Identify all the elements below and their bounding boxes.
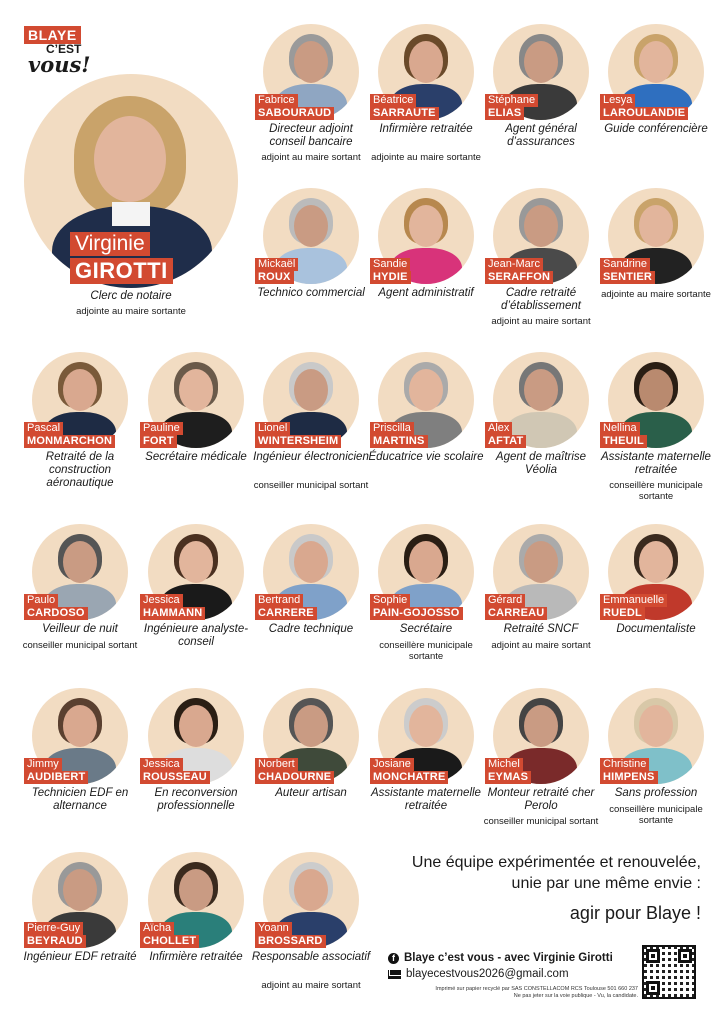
- member-job: Assistante maternelle retraitée: [601, 451, 711, 476]
- member-job: Responsable associatif: [251, 951, 371, 963]
- member-first-name: Nellina: [600, 422, 640, 435]
- campaign-logo: [24, 26, 108, 78]
- member-card: [255, 352, 367, 522]
- member-role: adjoint au maire sortant: [261, 980, 361, 991]
- member-first-name: Pierre-Guy: [24, 922, 83, 935]
- member-job: Infirmière retraitée: [379, 123, 473, 135]
- member-role: conseiller municipal sortant: [253, 480, 369, 491]
- member-job: Documentaliste: [616, 623, 696, 635]
- member-job: Cadre technique: [268, 623, 354, 635]
- member-job: Ingénieur EDF retraité: [23, 951, 137, 963]
- member-first-name: Lionel: [255, 422, 290, 435]
- legal-line1: Imprimé sur papier recyclé par SAS CONSTELLACOM RCS Toulouse 501 660 237: [435, 986, 638, 992]
- member-job: Monteur retraité cher Perolo: [487, 787, 595, 812]
- member-first-name: Jessica: [140, 758, 183, 771]
- member-first-name: Sophie: [370, 594, 410, 607]
- member-role: conseillère municipale sortante: [379, 640, 473, 662]
- member-card: [370, 24, 482, 194]
- member-last-name: SARRAUTE: [370, 107, 439, 120]
- member-job: Technicien EDF en alternance: [31, 787, 129, 812]
- member-last-name: MARTINS: [370, 435, 428, 448]
- member-card: [485, 352, 597, 522]
- member-last-name: LAROULANDIE: [600, 107, 688, 120]
- member-card: [370, 688, 482, 858]
- member-role: adjoint au maire sortant: [491, 316, 591, 327]
- member-last-name: AUDIBERT: [24, 771, 88, 784]
- member-job: Infirmière retraitée: [149, 951, 243, 963]
- member-last-name: HYDIE: [370, 271, 411, 284]
- facebook-contact[interactable]: [388, 950, 638, 966]
- member-first-name: Aïcha: [140, 922, 174, 935]
- member-card: [485, 24, 597, 194]
- tagline-line1: Une équipe expérimentée et renouvelée,: [411, 854, 701, 871]
- member-card: [370, 352, 482, 522]
- member-last-name: CHOLLET: [140, 935, 199, 948]
- member-first-name: Stéphane: [485, 94, 538, 107]
- member-job: Secrétaire: [399, 623, 453, 635]
- member-first-name: Bertrand: [255, 594, 303, 607]
- member-last-name: BEYRAUD: [24, 935, 86, 948]
- facebook-icon: f: [388, 953, 399, 964]
- member-last-name: THEUIL: [600, 435, 647, 448]
- member-card: [600, 524, 712, 694]
- member-last-name: MONMARCHON: [24, 435, 115, 448]
- member-job: Cadre retraité d’établissement: [501, 287, 581, 312]
- member-role: conseillère municipale sortante: [609, 480, 703, 502]
- member-first-name: Emmanuelle: [600, 594, 667, 607]
- tagline-line2: unie par une même envie :: [511, 875, 701, 892]
- member-card: [24, 688, 136, 858]
- member-card: [140, 352, 252, 522]
- member-card: [600, 188, 712, 358]
- member-card: [485, 188, 597, 358]
- contacts: [388, 950, 638, 982]
- member-card: [600, 24, 712, 194]
- member-first-name: Pascal: [24, 422, 63, 435]
- member-last-name: WINTERSHEIM: [255, 435, 341, 448]
- member-role: conseillère municipale sortante: [609, 804, 703, 826]
- member-card: [140, 688, 252, 858]
- member-role: adjoint au maire sortant: [261, 152, 361, 163]
- member-last-name: AFTAT: [485, 435, 526, 448]
- member-card: [600, 352, 712, 522]
- member-last-name: ROUX: [255, 271, 294, 284]
- member-role: conseiller municipal sortant: [483, 816, 599, 827]
- logo-blaye: BLAYE: [24, 26, 81, 44]
- member-first-name: Jimmy: [24, 758, 62, 771]
- member-job: Directeur adjoint conseil bancaire: [269, 123, 353, 148]
- member-last-name: PAIN-GOJOSSO: [370, 607, 463, 620]
- member-last-name: HIMPENS: [600, 771, 658, 784]
- member-card: [255, 688, 367, 858]
- member-first-name: Béatrice: [370, 94, 416, 107]
- member-job: Agent général d’assurances: [505, 123, 577, 148]
- logo-cest: C’EST: [46, 42, 82, 56]
- member-first-name: Norbert: [255, 758, 298, 771]
- qr-code-icon[interactable]: [642, 945, 696, 999]
- legal-notice: [388, 986, 638, 1000]
- member-last-name: SABOURAUD: [255, 107, 334, 120]
- member-job: Ingénieure analyste-conseil: [143, 623, 249, 648]
- member-first-name: Sandrine: [600, 258, 650, 271]
- member-first-name: Jean-Marc: [485, 258, 543, 271]
- member-job: Agent de maîtrise Véolia: [495, 451, 587, 476]
- member-last-name: HAMMANN: [140, 607, 205, 620]
- member-job: Secrétaire médicale: [145, 451, 247, 463]
- member-card: [251, 852, 371, 1022]
- member-last-name: FORT: [140, 435, 177, 448]
- member-first-name: Pauline: [140, 422, 183, 435]
- member-job: Veilleur de nuit: [42, 623, 118, 635]
- member-job: Retraité SNCF: [503, 623, 579, 635]
- member-card: [255, 24, 367, 194]
- member-last-name: CARREAU: [485, 607, 547, 620]
- legal-line2: Ne pas jeter sur la voie publique - Vu, la candidate.: [513, 993, 638, 999]
- email-label: blayecestvous2026@gmail.com: [406, 968, 569, 980]
- member-first-name: Christine: [600, 758, 649, 771]
- member-last-name: ROUSSEAU: [140, 771, 210, 784]
- member-first-name: Mickaël: [255, 258, 298, 271]
- member-role: adjointe au maire sortante: [601, 289, 711, 300]
- member-last-name: SERAFFON: [485, 271, 553, 284]
- member-card: [24, 352, 136, 522]
- lead-role: adjointe au maire sortante: [76, 306, 186, 317]
- member-job: En reconversion professionnelle: [154, 787, 238, 812]
- member-card: [485, 524, 597, 694]
- member-first-name: Yoann: [255, 922, 292, 935]
- member-job: Éducatrice vie scolaire: [368, 451, 484, 463]
- member-role: adjointe au maire sortante: [371, 152, 481, 163]
- lead-job: Clerc de notaire: [90, 290, 172, 302]
- member-job: Auteur artisan: [275, 787, 347, 799]
- member-card: [24, 852, 136, 1022]
- member-job: Retraité de la construction aéronautique: [45, 451, 115, 489]
- member-job: Guide conférencière: [604, 123, 708, 135]
- lead-first-name: Virginie: [70, 232, 150, 256]
- member-card: [485, 688, 597, 858]
- member-last-name: CHADOURNE: [255, 771, 334, 784]
- member-card: [140, 852, 252, 1022]
- member-job: Agent administratif: [378, 287, 474, 299]
- member-first-name: Gérard: [485, 594, 525, 607]
- member-last-name: CARRERE: [255, 607, 317, 620]
- member-card: [370, 524, 482, 694]
- member-card: [24, 524, 136, 694]
- tagline: [385, 852, 701, 926]
- member-last-name: RUEDL: [600, 607, 645, 620]
- member-first-name: Priscilla: [370, 422, 414, 435]
- member-card: [600, 688, 712, 858]
- member-job: Technico commercial: [257, 287, 365, 299]
- member-job: Ingénieur électronicien: [253, 451, 369, 463]
- facebook-label: Blaye c’est vous - avec Virginie Girotti: [404, 952, 613, 964]
- member-first-name: Josiane: [370, 758, 414, 771]
- member-last-name: SENTIER: [600, 271, 655, 284]
- member-job: Assistante maternelle retraitée: [371, 787, 481, 812]
- member-card: [140, 524, 252, 694]
- member-card: [255, 524, 367, 694]
- logo-vous: vous!: [28, 52, 91, 77]
- member-card: [370, 188, 482, 358]
- member-first-name: Paulo: [24, 594, 58, 607]
- member-last-name: BROSSARD: [255, 935, 326, 948]
- member-first-name: Fabrice: [255, 94, 298, 107]
- member-first-name: Lesya: [600, 94, 635, 107]
- member-last-name: MONCHATRE: [370, 771, 448, 784]
- tagline-line3: agir pour Blaye !: [569, 903, 701, 923]
- member-first-name: Alex: [485, 422, 512, 435]
- member-last-name: ELIAS: [485, 107, 524, 120]
- member-last-name: EYMAS: [485, 771, 531, 784]
- email-contact[interactable]: [388, 966, 638, 982]
- member-role: conseiller municipal sortant: [22, 640, 138, 651]
- member-first-name: Sandie: [370, 258, 410, 271]
- member-card: [255, 188, 367, 358]
- member-role: adjoint au maire sortant: [491, 640, 591, 651]
- member-first-name: Jessica: [140, 594, 183, 607]
- member-first-name: Michel: [485, 758, 523, 771]
- lead-last-name: GIROTTI: [70, 258, 173, 284]
- mail-icon: [388, 970, 401, 979]
- member-last-name: CARDOSO: [24, 607, 88, 620]
- member-job: Sans profession: [614, 787, 698, 799]
